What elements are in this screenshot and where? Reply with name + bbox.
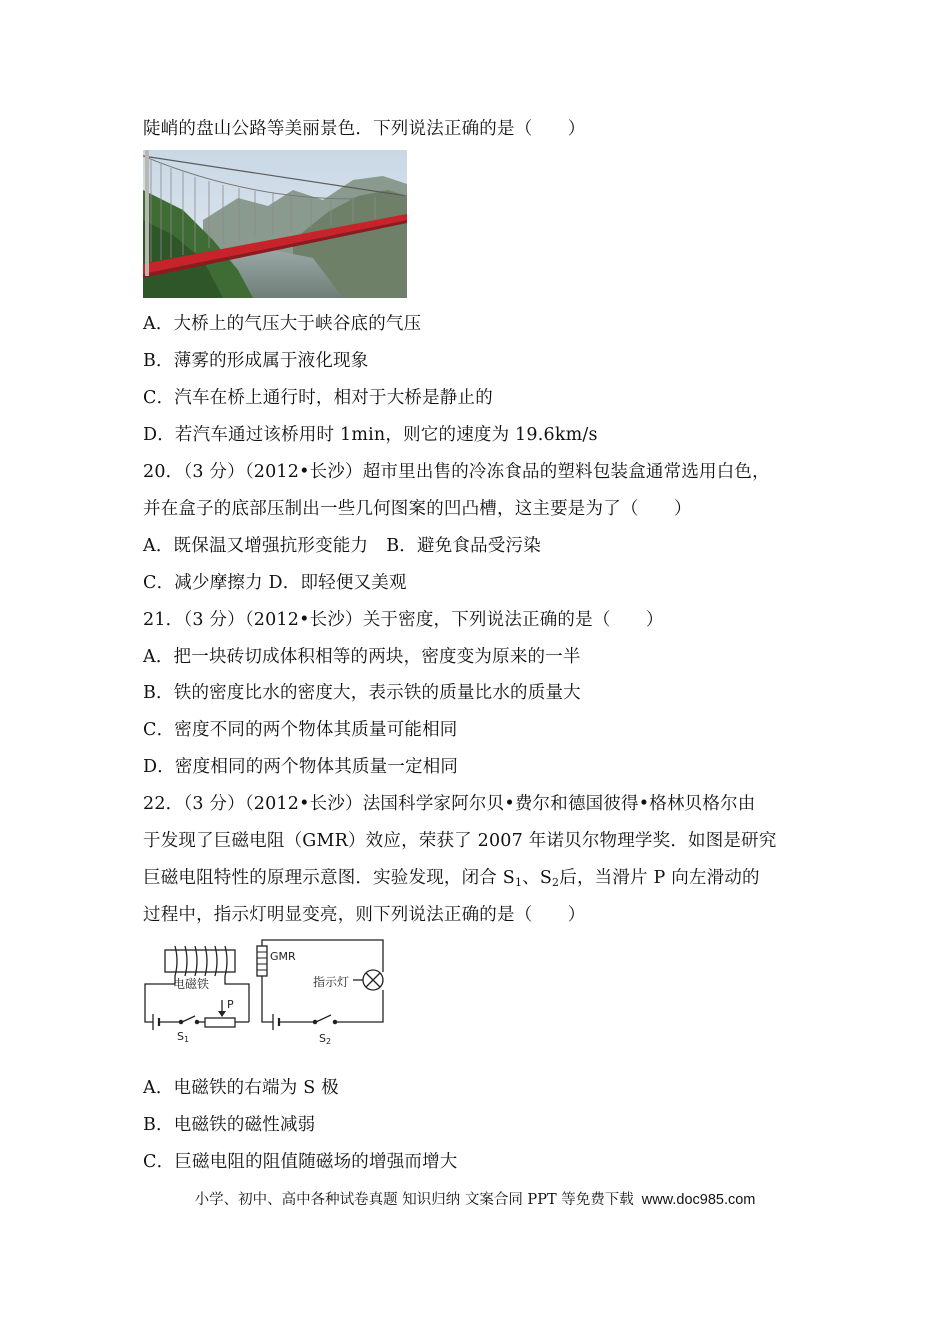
q20-options-cd: C．减少摩擦力 D．即轻便又美观: [143, 573, 407, 593]
lamp-label: 指示灯: [313, 975, 350, 989]
gmr-label: GMR: [270, 950, 296, 963]
switch-2: [316, 1015, 331, 1022]
q22-stem-line-3: 巨磁电阻特性的原理示意图．实验发现，闭合 $S_1$、$S_2$后，当滑片 P 向左滑动的: [143, 868, 760, 889]
electromagnet-label: 电磁铁: [173, 977, 210, 991]
page-footer: [0, 1190, 950, 1210]
q21-option-b: B．铁的密度比水的密度大，表示铁的质量比水的质量大: [143, 683, 581, 703]
electromagnet-core: [165, 950, 235, 972]
switch-1: [182, 1016, 195, 1022]
footer-url-link[interactable]: www.doc985.com: [641, 1192, 756, 1208]
switch-1-label: S1: [177, 1030, 190, 1044]
q22-stem-line-2: 于发现了巨磁电阻（GMR）效应，荣获了 2007 年诺贝尔物理学奖．如图是研究: [143, 831, 777, 851]
q21-option-d: D．密度相同的两个物体其质量一定相同: [143, 757, 459, 777]
q20-options-ab: [143, 535, 541, 557]
bridge-photo: [143, 150, 407, 298]
q19-option-b: B．薄雾的形成属于液化现象: [143, 351, 369, 371]
switch-2-label: S2: [319, 1032, 332, 1044]
q21-option-a: A．把一块砖切成体积相等的两块，密度变为原来的一半: [143, 647, 581, 667]
q20-stem-line-2: 并在盒子的底部压制出一些几何图案的凹凸槽，这主要是为了（ ）: [143, 499, 692, 519]
q22-option-a: A．电磁铁的右端为 S 极: [143, 1078, 339, 1098]
rheostat: [205, 1018, 235, 1027]
bridge-photo-image: [143, 150, 407, 298]
q19-option-d: D．若汽车通过该桥用时 1min，则它的速度为 19.6km/s: [143, 425, 598, 445]
q20-stem-line-1: 20．（3 分）（2012•长沙）超市里出售的冷冻食品的塑料包装盒通常选用白色，: [143, 462, 770, 482]
q22-option-b: B．电磁铁的磁性减弱: [143, 1115, 316, 1135]
q20-option-a: A．既保温又增强抗形变能力: [143, 536, 369, 556]
footer-text: 小学、初中、高中各种试卷真题 知识归纳 文案合同 PPT 等免费下载: [194, 1192, 634, 1208]
q22-stem-line-4: 过程中，指示灯明显变亮，则下列说法正确的是（ ）: [143, 905, 586, 925]
gmr-element: [257, 946, 267, 976]
q21-option-c: C．密度不同的两个物体其质量可能相同: [143, 720, 458, 740]
q22-stem-line-1: 22．（3 分）（2012•长沙）法国科学家阿尔贝•费尔和德国彼得•格林贝格尔由: [143, 794, 756, 814]
q19-option-c: C．汽车在桥上通行时，相对于大桥是静止的: [143, 388, 493, 408]
q20-option-b: B．避免食品受污染: [386, 536, 541, 556]
gmr-circuit-diagram: [143, 938, 391, 1044]
q19-option-a: A．大桥上的气压大于峡谷底的气压: [143, 314, 422, 334]
slider-label: P: [227, 998, 234, 1011]
q22-option-c: C．巨磁电阻的阻值随磁场的增强而增大: [143, 1152, 458, 1172]
q21-stem: 21．（3 分）（2012•长沙）关于密度，下列说法正确的是（ ）: [143, 610, 664, 630]
gmr-circuit-svg: [143, 938, 391, 1044]
question-19-stem-end: 陡峭的盘山公路等美丽景色．下列说法正确的是（ ）: [143, 119, 586, 139]
